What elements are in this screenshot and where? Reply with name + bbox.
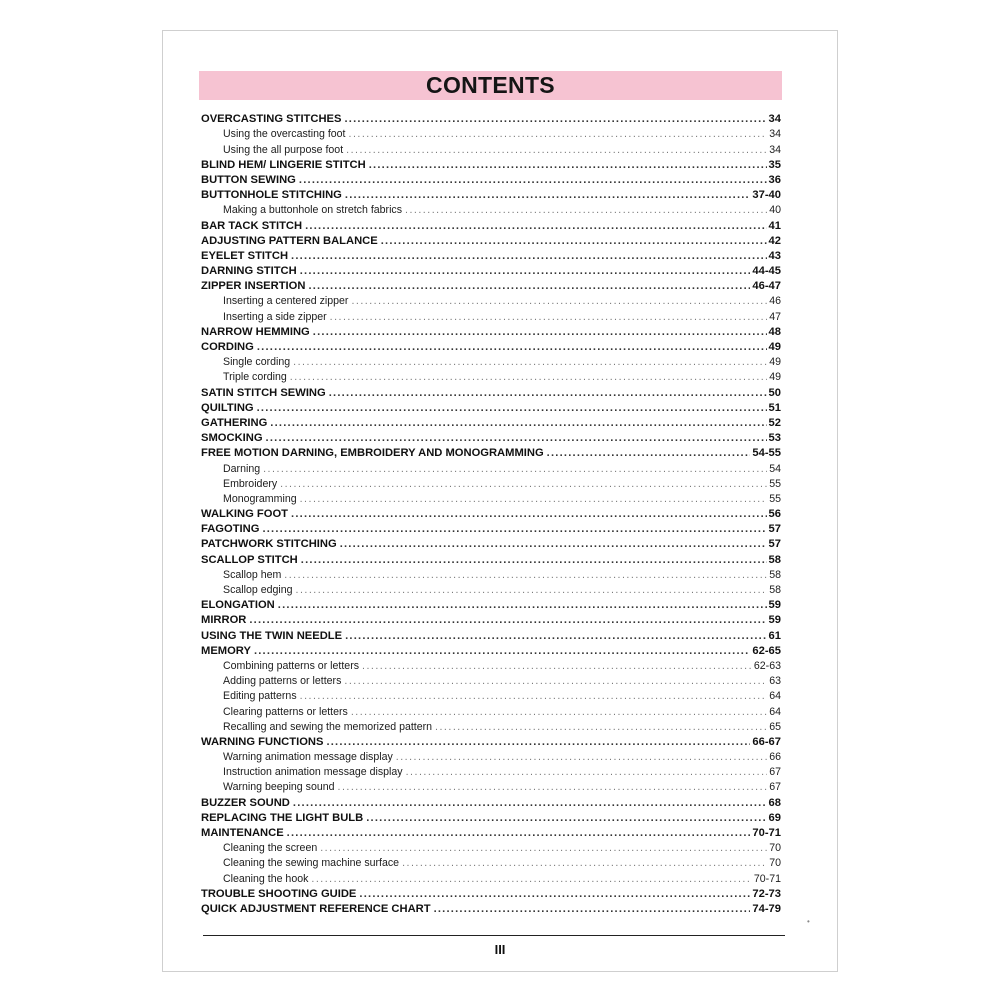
- toc-subentry: [201, 855, 781, 870]
- toc-entry-page: 34: [768, 113, 781, 126]
- toc-entry-page: 62-63: [753, 659, 781, 672]
- toc-entry: [201, 597, 781, 612]
- toc-entry-label: OVERCASTING STITCHES: [201, 113, 342, 126]
- toc-subentry: [201, 476, 781, 491]
- toc-entry: [201, 278, 781, 293]
- dot-leader: [402, 857, 767, 870]
- toc-entry-page: 55: [769, 477, 781, 490]
- dot-leader: [300, 265, 751, 278]
- toc-entry: [201, 734, 781, 749]
- dot-leader: [434, 903, 751, 916]
- toc-entry-label: SMOCKING: [201, 432, 263, 445]
- dot-leader: [296, 584, 768, 597]
- toc-entry: [201, 172, 781, 187]
- footer-divider: [203, 935, 785, 936]
- toc-entry-label: Adding patterns or letters: [223, 675, 342, 688]
- dot-leader: [346, 144, 767, 157]
- toc-entry-page: 66: [769, 751, 781, 764]
- dot-leader: [338, 781, 768, 794]
- toc-entry: [201, 551, 781, 566]
- toc-subentry: [201, 354, 781, 369]
- toc-entry-page: 47: [769, 310, 781, 323]
- toc-entry-label: BLIND HEM/ LINGERIE STITCH: [201, 158, 366, 171]
- dot-leader: [340, 538, 767, 551]
- toc-subentry: [201, 369, 781, 384]
- toc-entry-page: 58: [769, 568, 781, 581]
- toc-entry-page: 50: [768, 386, 781, 399]
- dot-leader: [287, 827, 751, 840]
- toc-entry: [201, 233, 781, 248]
- toc-subentry: [201, 582, 781, 597]
- title-band: [199, 71, 782, 100]
- toc-entry: [201, 536, 781, 551]
- toc-entry: [201, 157, 781, 172]
- dot-leader: [299, 174, 767, 187]
- toc-entry-label: WALKING FOOT: [201, 508, 289, 521]
- toc-entry: [201, 324, 781, 339]
- toc-entry-page: 70: [769, 842, 781, 855]
- dot-leader: [262, 523, 766, 536]
- toc-entry: [201, 248, 781, 263]
- toc-entry: [201, 612, 781, 627]
- toc-entry-label: NARROW HEMMING: [201, 325, 310, 338]
- toc-entry-page: 66-67: [752, 735, 781, 748]
- dot-leader: [284, 569, 767, 582]
- dot-leader: [300, 690, 768, 703]
- toc-entry-label: ELONGATION: [201, 599, 275, 612]
- dot-leader: [406, 766, 768, 779]
- dot-leader: [351, 295, 767, 308]
- toc-subentry: [201, 764, 781, 779]
- toc-entry-page: 44-45: [752, 265, 781, 278]
- toc-entry-label: REPLACING THE LIGHT BULB: [201, 811, 364, 824]
- dot-leader: [329, 387, 767, 400]
- dot-leader: [435, 721, 767, 734]
- dot-leader: [345, 630, 766, 643]
- toc-subentry: [201, 491, 781, 506]
- toc-entry-page: 35: [768, 158, 781, 171]
- toc-entry-page: 40: [769, 204, 781, 217]
- toc-entry-label: MAINTENANCE: [201, 827, 284, 839]
- toc-entry-label: Using the all purpose foot: [223, 143, 344, 156]
- dot-leader: [266, 432, 767, 445]
- toc-entry-page: 64: [769, 705, 781, 718]
- toc-entry-label: BAR TACK STITCH: [201, 219, 303, 232]
- toc-entry-label: Warning beeping sound: [223, 781, 335, 794]
- toc-entry: [201, 445, 781, 460]
- page-number-footer: III: [494, 942, 506, 957]
- dot-leader: [278, 599, 767, 612]
- dot-leader: [257, 341, 767, 354]
- toc-entry-label: ZIPPER INSERTION: [201, 280, 306, 293]
- toc-entry-label: Cleaning the sewing machine surface: [223, 857, 400, 870]
- toc-entry-label: BUZZER SOUND: [201, 796, 290, 809]
- print-speck: •: [807, 917, 810, 926]
- toc-entry-page: 67: [769, 766, 781, 779]
- toc-entry-label: USING THE TWIN NEEDLE: [201, 629, 343, 642]
- toc-entry-page: 36: [768, 173, 781, 186]
- dot-leader: [280, 478, 767, 491]
- toc-entry-page: 70: [769, 857, 781, 870]
- toc-entry: [201, 187, 781, 202]
- toc-subentry: [201, 460, 781, 475]
- toc-entry-label: Cleaning the screen: [223, 842, 318, 855]
- dot-leader: [263, 463, 767, 476]
- manual-page: [162, 30, 838, 972]
- toc-entry-page: 67: [769, 781, 781, 794]
- toc-entry-page: 34: [769, 128, 781, 141]
- toc-entry-page: 48: [768, 325, 781, 338]
- dot-leader: [301, 554, 767, 567]
- toc-entry-label: TROUBLE SHOOTING GUIDE: [201, 887, 357, 900]
- dot-leader: [300, 493, 768, 506]
- toc-entry-page: 49: [768, 341, 781, 353]
- dot-leader: [381, 235, 767, 248]
- toc-entry-page: 70-71: [752, 827, 781, 839]
- toc-entry-label: FREE MOTION DARNING, EMBROIDERY AND MONOGRAMMING: [201, 447, 544, 460]
- dot-leader: [313, 326, 767, 339]
- toc-entry-page: 46-47: [752, 280, 781, 293]
- toc-entry-label: EYELET STITCH: [201, 249, 289, 262]
- toc-entry-label: Editing patterns: [223, 690, 297, 703]
- dot-leader: [359, 888, 750, 901]
- toc-subentry: [201, 141, 781, 156]
- toc-entry-label: PATCHWORK STITCHING: [201, 538, 337, 551]
- toc-entry-label: Scallop hem: [223, 568, 282, 581]
- toc-entry-label: Monogramming: [223, 492, 297, 505]
- toc-entry-label: BUTTONHOLE STITCHING: [201, 189, 342, 202]
- toc-entry-label: MIRROR: [201, 614, 247, 627]
- toc-entry-label: QUICK ADJUSTMENT REFERENCE CHART: [201, 902, 431, 915]
- dot-leader: [349, 128, 768, 141]
- table-of-contents: [201, 111, 781, 916]
- dot-leader: [344, 113, 766, 126]
- toc-entry: [201, 339, 781, 354]
- toc-entry-label: ADJUSTING PATTERN BALANCE: [201, 234, 378, 247]
- toc-entry-label: Instruction animation message display: [223, 766, 403, 779]
- toc-entry: [201, 794, 781, 809]
- toc-entry-label: CORDING: [201, 341, 254, 353]
- toc-entry: [201, 643, 781, 658]
- toc-entry-page: 49: [769, 356, 781, 369]
- toc-entry-page: 74-79: [752, 902, 781, 915]
- toc-entry-label: DARNING STITCH: [201, 265, 297, 278]
- toc-entry-page: 54: [769, 462, 781, 475]
- dot-leader: [308, 280, 750, 293]
- toc-entry-label: Cleaning the hook: [223, 872, 309, 885]
- toc-entry: [201, 111, 781, 126]
- toc-entry-page: 53: [768, 432, 781, 445]
- toc-entry-label: Clearing patterns or letters: [223, 705, 348, 718]
- toc-entry-label: GATHERING: [201, 416, 268, 429]
- dot-leader: [254, 645, 750, 658]
- dot-leader: [249, 614, 766, 627]
- toc-entry-page: 49: [769, 371, 781, 384]
- toc-entry-page: 63: [769, 675, 781, 688]
- toc-entry: [201, 886, 781, 901]
- toc-subentry: [201, 202, 781, 217]
- toc-entry-label: Recalling and sewing the memorized pattern: [223, 720, 433, 733]
- toc-entry-page: 34: [769, 143, 781, 156]
- dot-leader: [257, 402, 767, 415]
- dot-leader: [311, 873, 751, 886]
- toc-entry-page: 58: [769, 584, 781, 596]
- toc-entry-label: Making a buttonhole on stretch fabrics: [223, 204, 403, 217]
- toc-entry: [201, 430, 781, 445]
- dot-leader: [351, 706, 767, 719]
- toc-entry-label: MEMORY: [201, 644, 251, 657]
- dot-leader: [344, 675, 767, 688]
- toc-entry-label: BUTTON SEWING: [201, 173, 296, 186]
- toc-entry: [201, 810, 781, 825]
- toc-entry-label: Warning animation message display: [223, 751, 393, 764]
- dot-leader: [291, 250, 767, 263]
- toc-entry: [201, 263, 781, 278]
- toc-subentry: [201, 308, 781, 323]
- toc-entry-label: Inserting a side zipper: [223, 310, 327, 323]
- dot-leader: [293, 797, 767, 810]
- toc-entry-label: Triple cording: [223, 371, 287, 384]
- toc-subentry: [201, 840, 781, 855]
- toc-entry-page: 70-71: [753, 872, 781, 885]
- toc-entry-page: 37-40: [752, 189, 781, 202]
- toc-entry-page: 43: [768, 249, 781, 262]
- toc-entry-page: 69: [768, 811, 781, 824]
- dot-leader: [547, 447, 751, 460]
- toc-entry-label: Embroidery: [223, 477, 278, 490]
- dot-leader: [330, 311, 768, 324]
- toc-entry: [201, 627, 781, 642]
- toc-entry: [201, 506, 781, 521]
- toc-entry: [201, 901, 781, 916]
- toc-entry-page: 54-55: [752, 447, 781, 460]
- page-title: CONTENTS: [426, 72, 555, 98]
- toc-subentry: [201, 779, 781, 794]
- toc-entry: [201, 521, 781, 536]
- dot-leader: [320, 842, 767, 855]
- toc-entry-label: SCALLOP STITCH: [201, 553, 298, 566]
- toc-subentry: [201, 126, 781, 141]
- toc-entry: [201, 415, 781, 430]
- dot-leader: [362, 660, 752, 673]
- toc-entry-page: 58: [768, 553, 781, 566]
- toc-entry-label: FAGOTING: [201, 523, 260, 536]
- dot-leader: [270, 417, 766, 430]
- toc-entry-page: 65: [769, 720, 781, 733]
- dot-leader: [366, 812, 766, 825]
- toc-subentry: [201, 719, 781, 734]
- toc-entry-page: 56: [768, 508, 781, 521]
- toc-entry-page: 59: [768, 599, 781, 612]
- toc-subentry: [201, 870, 781, 885]
- toc-subentry: [201, 673, 781, 688]
- toc-entry-page: 42: [768, 234, 781, 247]
- toc-entry-page: 64: [769, 690, 781, 703]
- toc-subentry: [201, 658, 781, 673]
- toc-entry: [201, 217, 781, 232]
- toc-entry-label: Darning: [223, 462, 261, 475]
- toc-entry-label: Single cording: [223, 356, 291, 369]
- toc-subentry: [201, 567, 781, 582]
- toc-entry-page: 61: [768, 629, 781, 642]
- dot-leader: [305, 220, 766, 233]
- toc-entry-page: 51: [768, 401, 781, 414]
- dot-leader: [291, 508, 767, 521]
- toc-entry-label: SATIN STITCH SEWING: [201, 386, 326, 399]
- toc-entry-page: 57: [768, 538, 781, 551]
- dot-leader: [326, 736, 750, 749]
- toc-entry-label: Scallop edging: [223, 584, 293, 596]
- toc-entry-label: QUILTING: [201, 401, 254, 414]
- dot-leader: [293, 356, 767, 369]
- toc-entry-label: WARNING FUNCTIONS: [201, 735, 324, 748]
- dot-leader: [290, 371, 767, 384]
- toc-subentry: [201, 749, 781, 764]
- toc-entry-page: 46: [769, 295, 781, 308]
- toc-entry-page: 68: [768, 796, 781, 809]
- toc-entry-page: 62-65: [752, 644, 781, 657]
- toc-entry-page: 55: [769, 492, 781, 505]
- toc-entry-label: Inserting a centered zipper: [223, 295, 349, 308]
- toc-entry: [201, 384, 781, 399]
- toc-subentry: [201, 293, 781, 308]
- toc-entry-page: 57: [768, 523, 781, 536]
- toc-entry: [201, 825, 781, 840]
- toc-subentry: [201, 703, 781, 718]
- toc-entry-label: Combining patterns or letters: [223, 659, 360, 672]
- dot-leader: [396, 751, 767, 764]
- dot-leader: [369, 159, 767, 172]
- toc-entry-label: Using the overcasting foot: [223, 128, 346, 141]
- dot-leader: [405, 204, 767, 217]
- toc-subentry: [201, 688, 781, 703]
- toc-entry-page: 72-73: [752, 887, 781, 900]
- toc-entry-page: 59: [768, 614, 781, 627]
- toc-entry-page: 41: [768, 219, 781, 232]
- dot-leader: [345, 189, 750, 202]
- toc-entry: [201, 400, 781, 415]
- toc-entry-page: 52: [768, 416, 781, 429]
